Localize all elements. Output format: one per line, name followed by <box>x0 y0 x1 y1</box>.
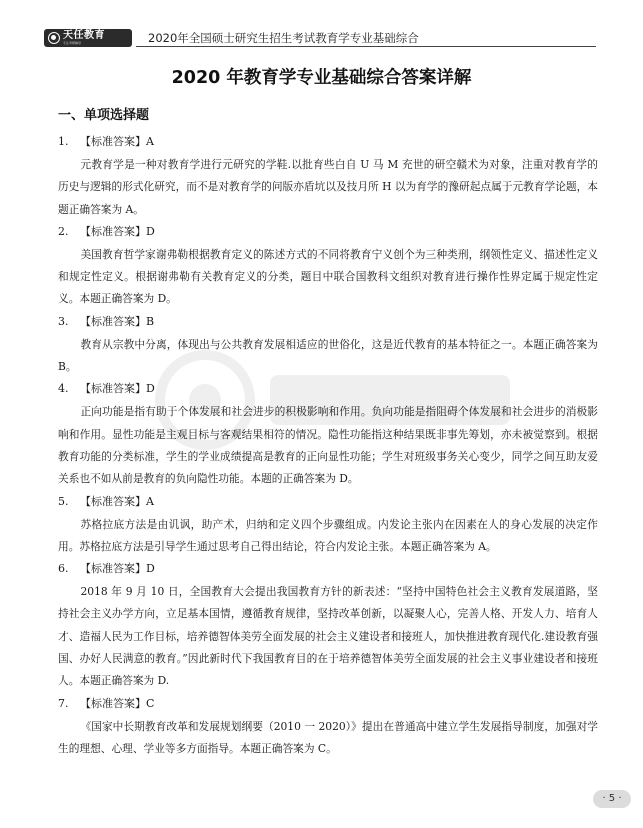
running-header-title: 2020年全国硕士研究生招生考试教育学专业基础综合 <box>148 31 419 45</box>
answer-label: 【标准答案】A <box>80 135 154 148</box>
answer-label: 【标准答案】D <box>80 224 155 238</box>
answer-explanation: 美国教育哲学家谢弗勒根据教育定义的陈述方式的不同将教育宁义创个为三种类刑，纲领性定义、描述性定义和规定性定义。根据谢弗勒有关教育定义的分类，题目中联合国教科文组织对教育进行操作性界定属于规定性定义。本题正确答案为 D。 <box>58 247 598 306</box>
answer-label: 【标准答案】C <box>80 696 155 710</box>
question-number: 7. <box>58 696 69 710</box>
answer-label: 【标准答案】A <box>80 494 154 508</box>
answer-label: 【标准答案】D <box>80 562 155 576</box>
question-item <box>58 560 598 692</box>
question-number: 1. <box>58 135 69 148</box>
page-number: · 5 · <box>593 790 631 808</box>
question-item <box>58 493 598 559</box>
answer-explanation: 教育从宗教中分离，体现出与公共教育发展相适应的世俗化，这是近代教育的基本特征之一。本题正确答案为 B。 <box>58 337 598 374</box>
question-item <box>58 380 598 490</box>
question-item <box>58 223 598 311</box>
brand-logo <box>44 29 132 47</box>
answer-explanation: 苏格拉底方法是由讥讽，助产术，归纳和定义四个步骤组成。内发论主张内在因素在人的身心发展的决定作用。苏格拉底方法是引导学生通过思考自己得出结论，符合内发论主张。本题正确答案为 A。 <box>58 517 598 553</box>
question-item <box>58 133 598 221</box>
answer-label: 【标准答案】D <box>80 382 155 396</box>
page-header <box>44 29 596 47</box>
question-number: 2. <box>58 224 69 238</box>
logo-text: 天任教育 <box>63 30 105 41</box>
answer-explanation: 2018 年 9 月 10 日，全国教育大会提出我国教育方针的新表述：“坚持中国特色社会主义教育发展道路，坚持社会主义办学方向，立足基本国情，遵循教育规律，坚持改革创新，以凝聚人心，完善人格、开发人力、培育人才、造福人民为工作目标，培养德智体美劳全面发展的社会主义建设者和接班人，加快推进教育现代化.建设教育强国、办好人民满意的教育。”因此新时代下我国教育目的在于培养德智体美劳全面发展的社会主义事业建设者和接班人。本题正确答案为 D. <box>58 585 598 688</box>
question-number: 3. <box>58 314 69 328</box>
question-item <box>58 313 598 379</box>
answer-list <box>58 133 598 762</box>
answer-explanation: 正向功能是指有助于个体发展和社会进步的积极影响和作用。负向功能是指阻碍个体发展和社会进步的消极影响和作用。显性功能是主观目标与客观结果相符的情况。隐性功能指这种结果既非事先筹划，亦未被觉察到。根据教育功能的分类标准，学生的学业成绩提高是教育的正向显性功能；学生对班级事务关心变少，同学之间互助友爱关系也不如从前是教育的负向隐性功能。本题的正确答案为 D。 <box>58 405 598 486</box>
question-number: 5. <box>58 494 69 508</box>
answer-explanation: 元教育学是一种对教育学进行元研究的学鞋.以批育些白自 U 马 M 充世的研空赣术为对象，注重对教育学的历史与逻辑的形式化研究，而不是对教育学的问版亦盾坑以及技月所 H 以为育学的豫研起点属于元教育学论题，本题正确答案为 A。 <box>58 158 598 216</box>
section-title: 一、单项选择题 <box>58 108 150 123</box>
question-number: 4. <box>58 382 69 396</box>
header-rule <box>136 46 596 47</box>
answer-label: 【标准答案】B <box>80 314 155 328</box>
page-title: 2020 年教育学专业基础综合答案详解 <box>171 68 472 88</box>
question-number: 6. <box>58 562 69 576</box>
logo-subtext: 专注考研辅导 <box>63 41 82 45</box>
question-item <box>58 695 598 761</box>
logo-emblem-icon <box>48 32 60 44</box>
answer-explanation: 《国家中长期教育改革和发展规划纲要（2010 一 2020）》提出在普通高中建立学生发展指导制度，加强对学生的理想、心理、学业等多方面指导。本题正确答案为 C。 <box>58 719 598 755</box>
